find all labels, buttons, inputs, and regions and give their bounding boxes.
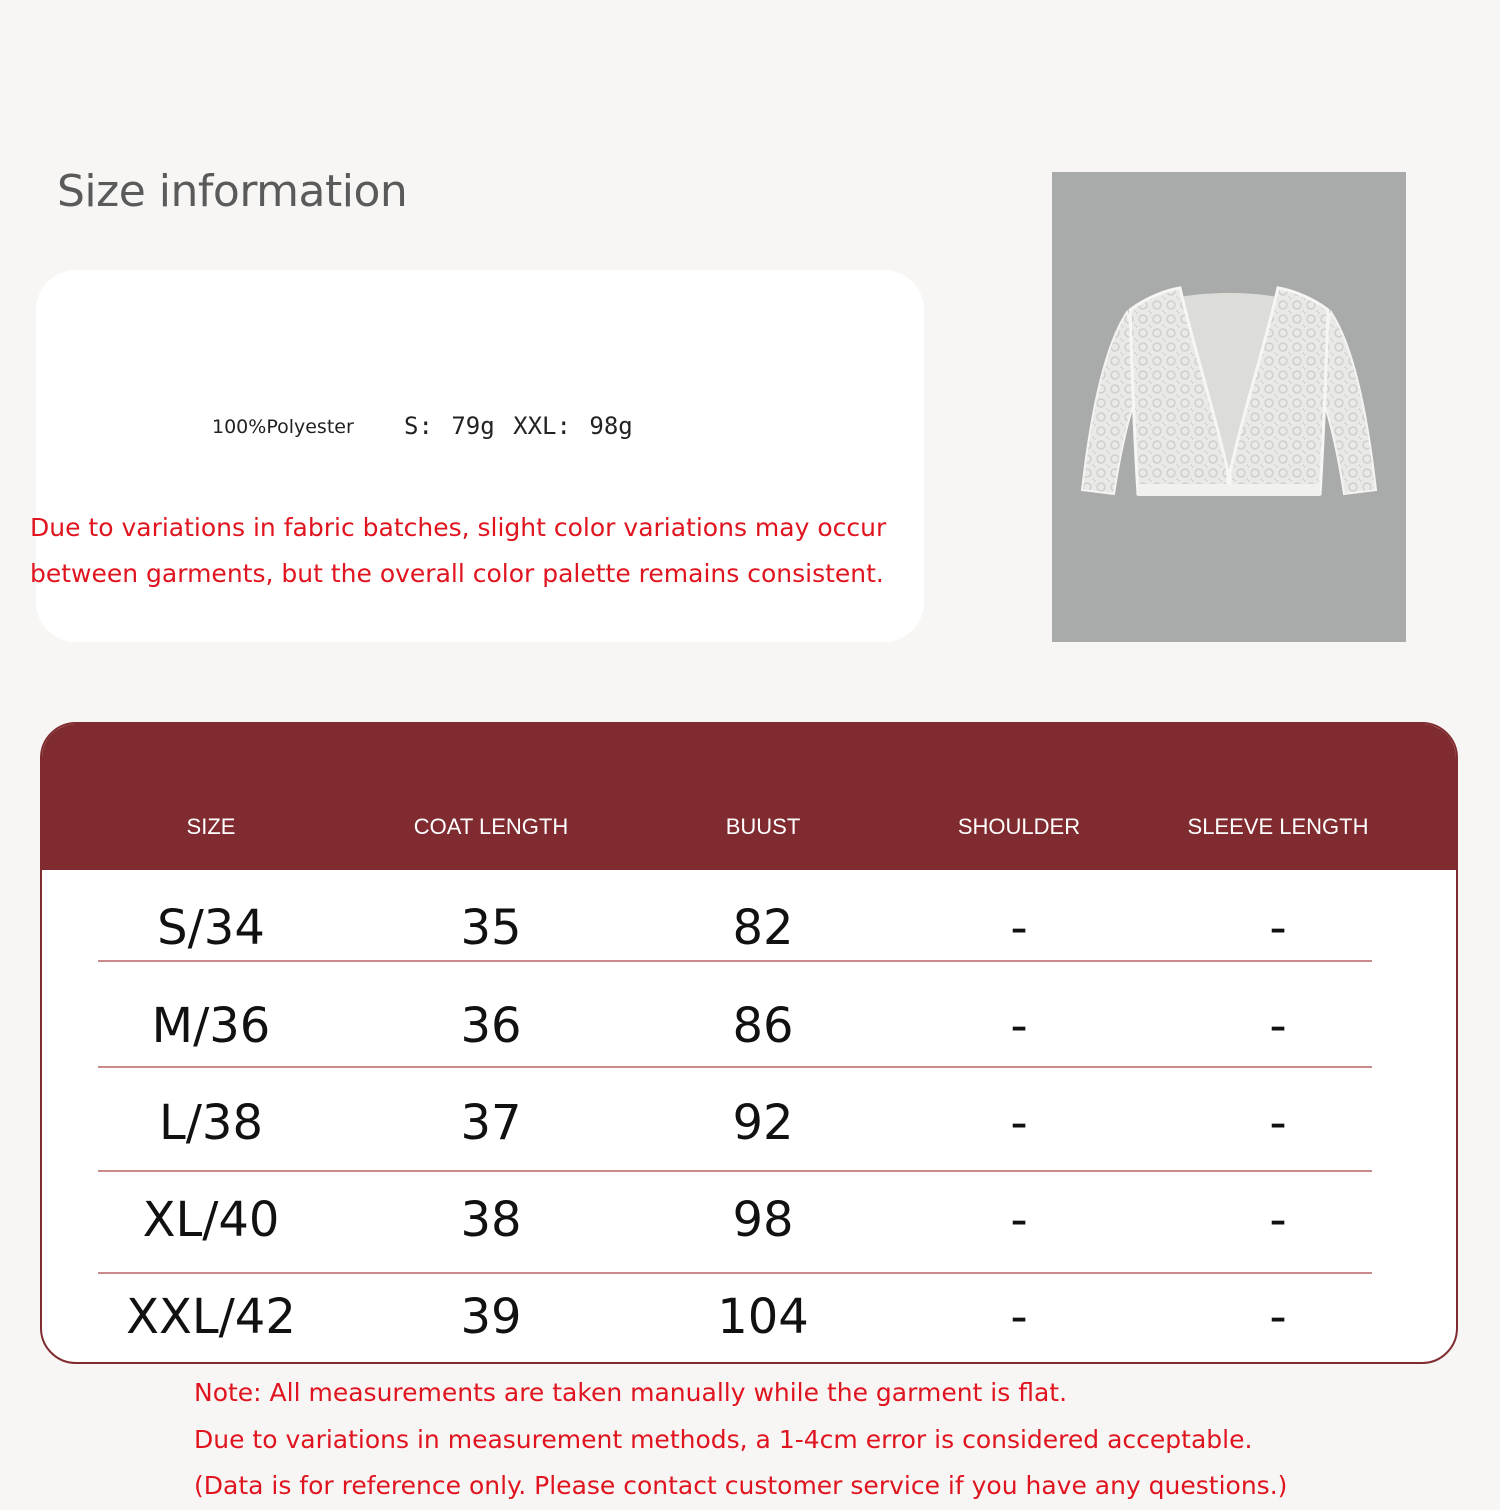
color-variation-note: Due to variations in fabric batches, slight color variations may occur between garments, but the overall color palette remains consistent. (30, 513, 887, 588)
header-coat-length: COAT LENGTH (413, 814, 569, 839)
bust-cell: 86 (732, 998, 794, 1054)
shoulder-cell: - (1010, 998, 1028, 1054)
table-row (42, 1265, 1456, 1361)
size-cell: XXL/42 (126, 1289, 296, 1345)
table-row (42, 974, 1456, 1070)
weight-values: S: 79g XXL: 98g (404, 412, 633, 440)
shoulder-cell: - (1010, 900, 1028, 956)
material-label: 100%Polyester (212, 416, 354, 438)
size-cell: M/36 (151, 998, 271, 1054)
note-line: Note: All measurements are taken manually while the garment is flat. (194, 1378, 1068, 1407)
row-divider (98, 1066, 1372, 1068)
header-sleeve-length: SLEEVE LENGTH (1187, 814, 1369, 839)
sleeve-length-cell: - (1269, 900, 1287, 956)
sleeve-length-cell: - (1269, 1192, 1287, 1248)
note-line: Due to variations in measurement methods, a 1-4cm error is considered acceptable. (194, 1424, 1253, 1454)
row-divider (98, 960, 1372, 962)
header-shoulder: SHOULDER (957, 814, 1081, 839)
bust-cell: 98 (732, 1192, 794, 1248)
header-size: SIZE (186, 814, 236, 839)
table-row (42, 1071, 1456, 1167)
sleeve-length-cell: - (1269, 1095, 1287, 1151)
size-cell: XL/40 (142, 1192, 280, 1248)
table-row (42, 1168, 1456, 1264)
shoulder-cell: - (1010, 1192, 1028, 1248)
coat-length-cell: 37 (460, 1095, 522, 1151)
sleeve-length-cell: - (1269, 1289, 1287, 1345)
product-photo (1052, 172, 1406, 642)
page-title: Size information (57, 166, 408, 217)
bust-cell: 82 (732, 900, 794, 956)
note-line: (Data is for reference only. Please contact customer service if you have any questions.) (194, 1471, 1288, 1500)
coat-length-cell: 39 (460, 1289, 522, 1345)
coat-length-cell: 36 (460, 998, 522, 1054)
shoulder-cell: - (1010, 1289, 1028, 1345)
coat-length-cell: 38 (460, 1192, 522, 1248)
table-row (42, 876, 1456, 972)
size-cell: L/38 (159, 1095, 263, 1151)
lace-bolero-image (1052, 172, 1406, 642)
size-table (40, 722, 1458, 1364)
measurement-notes (194, 1370, 1494, 1510)
bust-cell: 92 (732, 1095, 794, 1151)
size-cell: S/34 (157, 900, 265, 956)
sleeve-length-cell: - (1269, 998, 1287, 1054)
coat-length-cell: 35 (460, 900, 522, 956)
bust-cell: 104 (717, 1289, 809, 1345)
header-bust: BUUST (725, 814, 801, 839)
table-header (42, 724, 1456, 870)
shoulder-cell: - (1010, 1095, 1028, 1151)
